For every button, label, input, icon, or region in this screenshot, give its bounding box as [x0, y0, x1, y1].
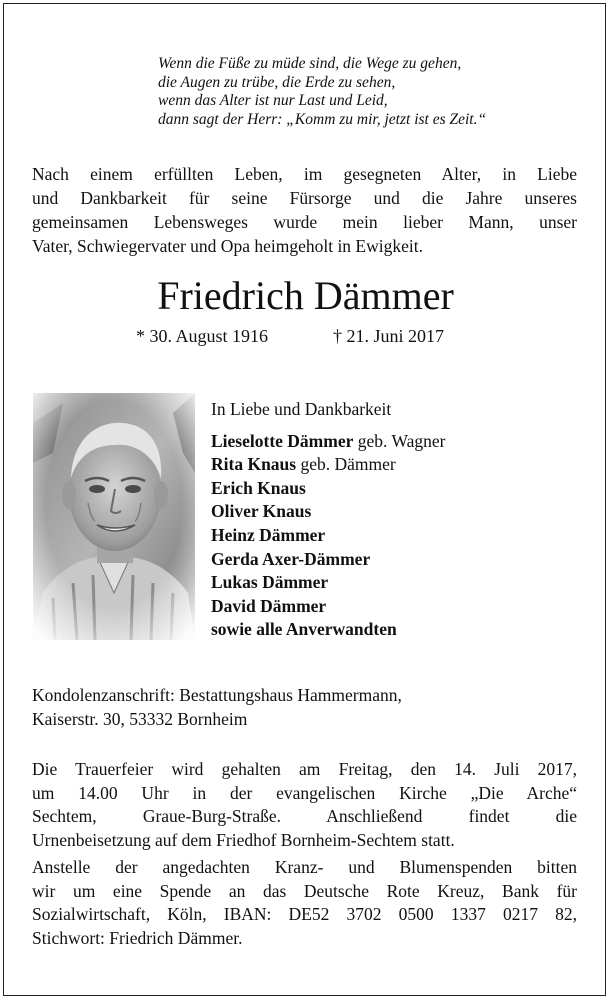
donation-line: Stichwort: Friedrich Dämmer. — [32, 927, 243, 948]
poem-line: dann sagt der Herr: „Komm zu mir, jetzt ist es Zeit.“ — [158, 110, 487, 128]
donation-line: Sozialwirtschaft, Köln, IBAN: DE52 3702 0500 1337 0217 82, — [32, 904, 577, 924]
donation-info — [32, 856, 577, 950]
donation-line: Anstelle der angedachten Kranz- und Blumenspenden bitten — [32, 857, 577, 877]
member-name: Heinz Dämmer — [211, 524, 326, 545]
intro-line: und Dankbarkeit für seine Fürsorge und die Jahre unseres — [32, 188, 577, 208]
member-name: sowie alle Anverwandten — [211, 619, 397, 640]
member-suffix: geb. Wagner — [353, 430, 446, 451]
family-member — [211, 618, 445, 642]
member-name: Rita Knaus — [211, 454, 297, 475]
family-member — [211, 477, 445, 501]
deceased-name: Friedrich Dämmer — [157, 273, 454, 318]
poem-line: wenn das Alter ist nur Last und Leid, — [158, 92, 388, 109]
condolence-line: Kondolenzanschrift: Bestattungshaus Hammermann, — [32, 685, 402, 705]
death-date: † 21. Juni 2017 — [333, 326, 445, 346]
member-name: Gerda Axer-Dämmer — [211, 548, 371, 569]
poem-line: Wenn die Füße zu müde sind, die Wege zu gehen, — [158, 55, 462, 72]
family-member — [211, 500, 445, 524]
funeral-line: Die Trauerfeier wird gehalten am Freitag, den 14. Juli 2017, — [32, 759, 577, 779]
member-name: Oliver Knaus — [211, 501, 312, 522]
family-list — [211, 398, 445, 642]
family-member — [211, 548, 445, 572]
member-name: David Dämmer — [211, 595, 327, 616]
family-member — [211, 595, 445, 619]
member-suffix: geb. Dämmer — [296, 454, 396, 475]
condolence-line: Kaiserstr. 30, 53332 Bornheim — [32, 708, 248, 729]
poem — [158, 55, 486, 129]
donation-line: wir um eine Spende an das Deutsche Rote Kreuz, Bank für — [32, 880, 577, 901]
family-lead: In Liebe und Dankbarkeit — [211, 399, 392, 419]
family-member — [211, 571, 445, 595]
funeral-line: um 14.00 Uhr in der evangelischen Kirche „Die Arche“ — [32, 782, 577, 803]
portrait-photo — [33, 393, 195, 640]
intro-paragraph — [32, 162, 577, 258]
intro-line: Nach einem erfüllten Leben, im gesegneten Alter, in Liebe — [32, 164, 577, 184]
birth-date: * 30. August 1916 — [136, 326, 269, 346]
member-name: Erich Knaus — [211, 477, 306, 498]
funeral-info — [32, 758, 577, 852]
intro-line: gemeinsamen Lebensweges wurde mein lieber Mann, unser — [32, 212, 577, 232]
member-name: Lukas Dämmer — [211, 572, 329, 593]
intro-line: Vater, Schwiegervater und Opa heimgeholt in Ewigkeit. — [32, 236, 423, 256]
condolence-address — [32, 684, 402, 731]
family-member — [211, 430, 445, 454]
family-member — [211, 524, 445, 548]
funeral-line: Urnenbeisetzung auf dem Friedhof Bornheim-Sechtem statt. — [32, 829, 455, 850]
poem-line: die Augen zu trübe, die Erde zu sehen, — [158, 73, 396, 91]
family-member — [211, 453, 445, 477]
funeral-line: Sechtem, Graue-Burg-Straße. Anschließend findet die — [32, 806, 577, 826]
member-name: Lieselotte Dämmer — [211, 430, 354, 451]
